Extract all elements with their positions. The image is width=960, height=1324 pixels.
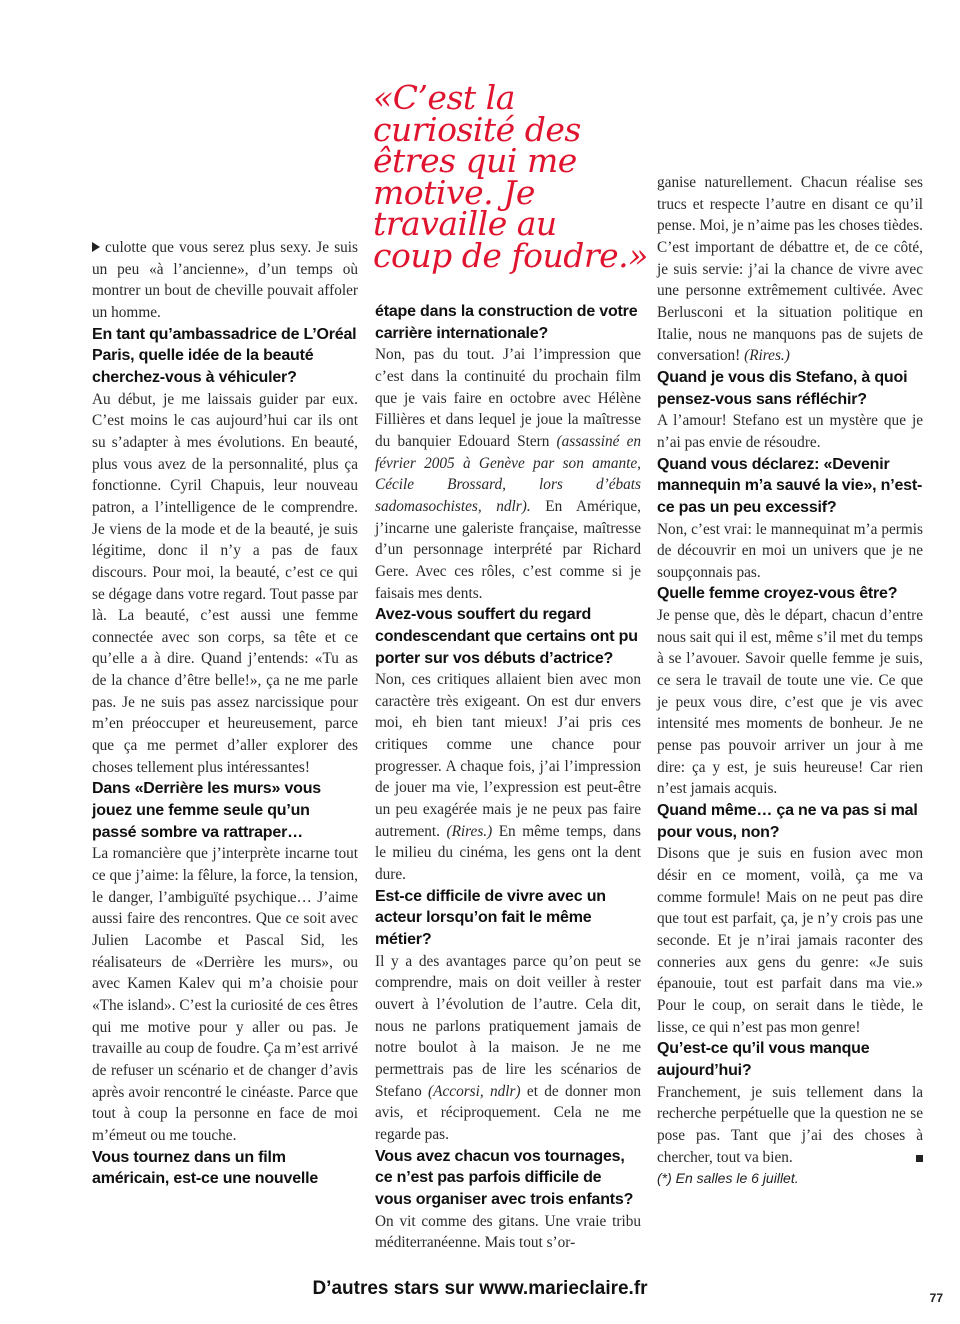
footer-website-link[interactable]: D’autres stars sur www.marieclaire.fr [312,1278,648,1299]
interview-question: Dans «Derrière les murs» vous jouez une femme seule qu’un passé sombre va rattraper… [92,780,321,841]
interview-question: Est-ce difficile de vivre avec un acteur lorsqu’on fait le même métier? [375,887,606,949]
stage-direction: (Rires.) [744,347,790,365]
paragraph: La romancière que j’interprète incarne tout ce que j’aime: la fêlure, la force, la tension, le danger, l’ambiguïté psychique… J’aime aussi faire des rencontres. Que ce soit avec Julien Lacombe et Pascal Sid, les réalisateurs de «Derrière les murs», ou avec Kamen Kalev qui m’a choisie pour «The island». C’est la curiosité de ces êtres qui me motive pour y aller ou pas. Je travaille au coup de foudre. Ça m’est arrivé de refuser un scénario et de changer d’avis après avoir rencontré le cinéaste. Parce que tout à coup la personne en face de moi m’émeut ou me touche. [92,845,358,1144]
paragraph [375,344,641,604]
paragraph [657,1082,923,1169]
paragraph: Au début, je me laissais guider par eux. C’est moins le cas aujourd’hui car ils ont su s’adapter à mes évolutions. En beauté, plus vous avez de la personnalité, plus ça fonctionne. Cyril Chapuis, leur nouveau patron, a l’intelligence de le comprendre. Je viens de la mode et de la beauté, je suis légitime, donc il n’y a pas de faux discours. Pour moi, la beauté, c’est ce qui se dégage dans votre regard. Tout passe par là. La beauté, c’est aussi une femme connectée avec son corps, sa tête et ce qu’elle a à dire. Quand j’entends: «Tu as de la chance d’être belle!», ça ne me parle pas. Je ne suis pas assez narcissique pour m’en préoccuper et heureusement, parce que ça me permet d’aller explorer des choses tellement plus intéressantes! [92,390,358,776]
interview-question: Quand vous déclarez: «Devenir mannequin m’a sauvé la vie», n’est-ce pas un peu excessif? [657,455,923,516]
paragraph-text: Non, ces critiques allaient bien avec mon caractère très exigeant. On est dur envers moi, eh bien tant mieux! J’ai pris ces critiques comme une chance pour progresser. A chaque fois, j’ai l’impression de jouer ma vie, l’expression est peut-être un peu exagérée mais je ne peux pas faire autrement. [375,671,641,840]
pull-quote-line: travaille au [373,204,557,244]
pull-quote-line: «C’est la [373,78,515,117]
pull-quote-line: curiosité des [373,109,581,149]
pull-quote-line: motive. Je [373,172,535,212]
article-column-2 [375,301,641,1254]
interview-question: Qu’est-ce qu’il vous manque aujourd’hui? [657,1040,870,1079]
paragraph [375,951,641,1146]
interview-question: Vous avez chacun vos tournages, ce n’est pas parfois difficile de vous organiser avec trois enfants? [375,1147,634,1208]
paragraph [657,172,923,367]
pull-quote-line: coup de foudre.» [373,235,648,275]
editor-note: (Accorsi, ndlr) [428,1082,521,1100]
end-of-article-square-icon [916,1155,923,1162]
paragraph-text: Non, pas du tout. J’ai l’impression que c’est dans la continuité du prochain film que je vais faire en octobre avec Hélène Fillières et dans lequel je joue la maîtresse du banquier Edouard Stern [375,346,641,450]
paragraph: Je pense que, dès le départ, chacun d’entre nous sait qui il est, même s’il met du temps à se l’avouer. Savoir quelle femme je suis, ce sera le travail de toute une vie. Ce que je peux vous dire, c’est que je vis avec intensité mes moments de bonheur. Je ne pense pas pouvoir arriver un jour à me dire: ça y est, je suis heureuse! Car rien n’est jamais acquis. [657,607,923,798]
paragraph [92,237,358,324]
paragraph-text: En Amérique, j’incarne une galeriste française, maîtresse d’un personnage interprété par Richard Gere. Avec ces rôles, c’est comme si je faisais mes dents. [375,497,641,602]
interview-question: Avez-vous souffert du regard condescendant que certains ont pu porter sur vos débuts d’actrice? [375,606,638,667]
page-number: 77 [929,1291,943,1305]
interview-question: En tant qu’ambassadrice de L’Oréal Paris, quelle idée de la beauté cherchez-vous à véhiculer? [92,325,357,386]
paragraph-text: Franchement, je suis tellement dans la recherche perpétuelle que la question ne se pose pas. Tant que j’ai des choses à chercher, tout va bien. [657,1083,923,1166]
footnote: (*) En salles le 6 juillet. [657,1170,799,1187]
paragraph: Non, c’est vrai: le mannequinat m’a permis de découvrir en moi un univers que je ne soupçonnais pas. [657,520,923,581]
pull-quote-line: êtres qui me [373,141,577,181]
pull-quote [373,78,648,275]
article-column-1 [92,237,358,1190]
paragraph-text: ganise naturellement. Chacun réalise ses trucs et respecte l’autre en disant ce qu’il pense. Moi, je n’aime pas les choses tièdes. C’est important de débattre et, de ce côté, je suis servie: j’ai la chance de vivre avec une personne extrêmement cultivée. Avec Berlusconi et la situation politique en Italie, nous ne manquons pas de sujets de conversation! [657,174,923,365]
editor-note: (assassiné en février 2005 à Genève par son amante, Cécile Brossard, lors d’ébats sadomasochistes, ndlr). [375,432,642,515]
paragraph-text: Il y a des avantages parce qu’on peut se comprendre, mais on doit veiller à rester ouvert à l’évolution de l’autre. Cela dit, nous ne parlons pratiquement jamais de notre boulot à la maison. Je ne me permettrais pas de lire les scénarios de Stefano [375,952,641,1100]
paragraph [375,669,641,886]
interview-question: Quand je vous dis Stefano, à quoi pensez-vous sans réfléchir? [657,368,908,408]
paragraph: A l’amour! Stefano est un mystère que je n’ai pas envie de résoudre. [657,412,923,451]
stage-direction: (Rires.) [446,822,493,840]
article-column-3 [657,172,923,1190]
interview-question: Vous tournez dans un film américain, est-ce une nouvelle [92,1148,319,1188]
paragraph: Disons que je suis en fusion avec mon désir en ce moment, voilà, ça me va comme formule! Mais on ne peut pas dire que tout est parfait, ça, je n’y crois pas une seconde. Et je n’irai jamais raconter des conneries aux gens du genre: «Je suis épanouie, tout est parfait dans ma vie.» Pour le coup, on serait dans le tiède, le lisse, ce qui n’est pas mon genre! [657,845,923,1036]
paragraph: On vit comme des gitans. Une vraie tribu méditerranéenne. Mais tout s’or- [375,1212,641,1252]
paragraph-text: En même temps, dans le milieu du cinéma, les gens ont la dent dure. [375,822,641,884]
paragraph-text: culotte que vous serez plus sexy. Je suis un peu «à l’ancienne», d’un temps où montrer un bout de cheville pouvait affoler un homme. [92,239,358,321]
interview-question: étape dans la construction de votre carrière internationale? [375,303,638,342]
paragraph-text: et de donner mon avis, et réciproquement. Cela ne me regarde pas. [375,1082,641,1143]
interview-question: Quelle femme croyez-vous être? [657,585,898,603]
continuation-arrow-icon [92,242,100,252]
interview-question: Quand même… ça ne va pas si mal pour vous, non? [657,802,918,841]
